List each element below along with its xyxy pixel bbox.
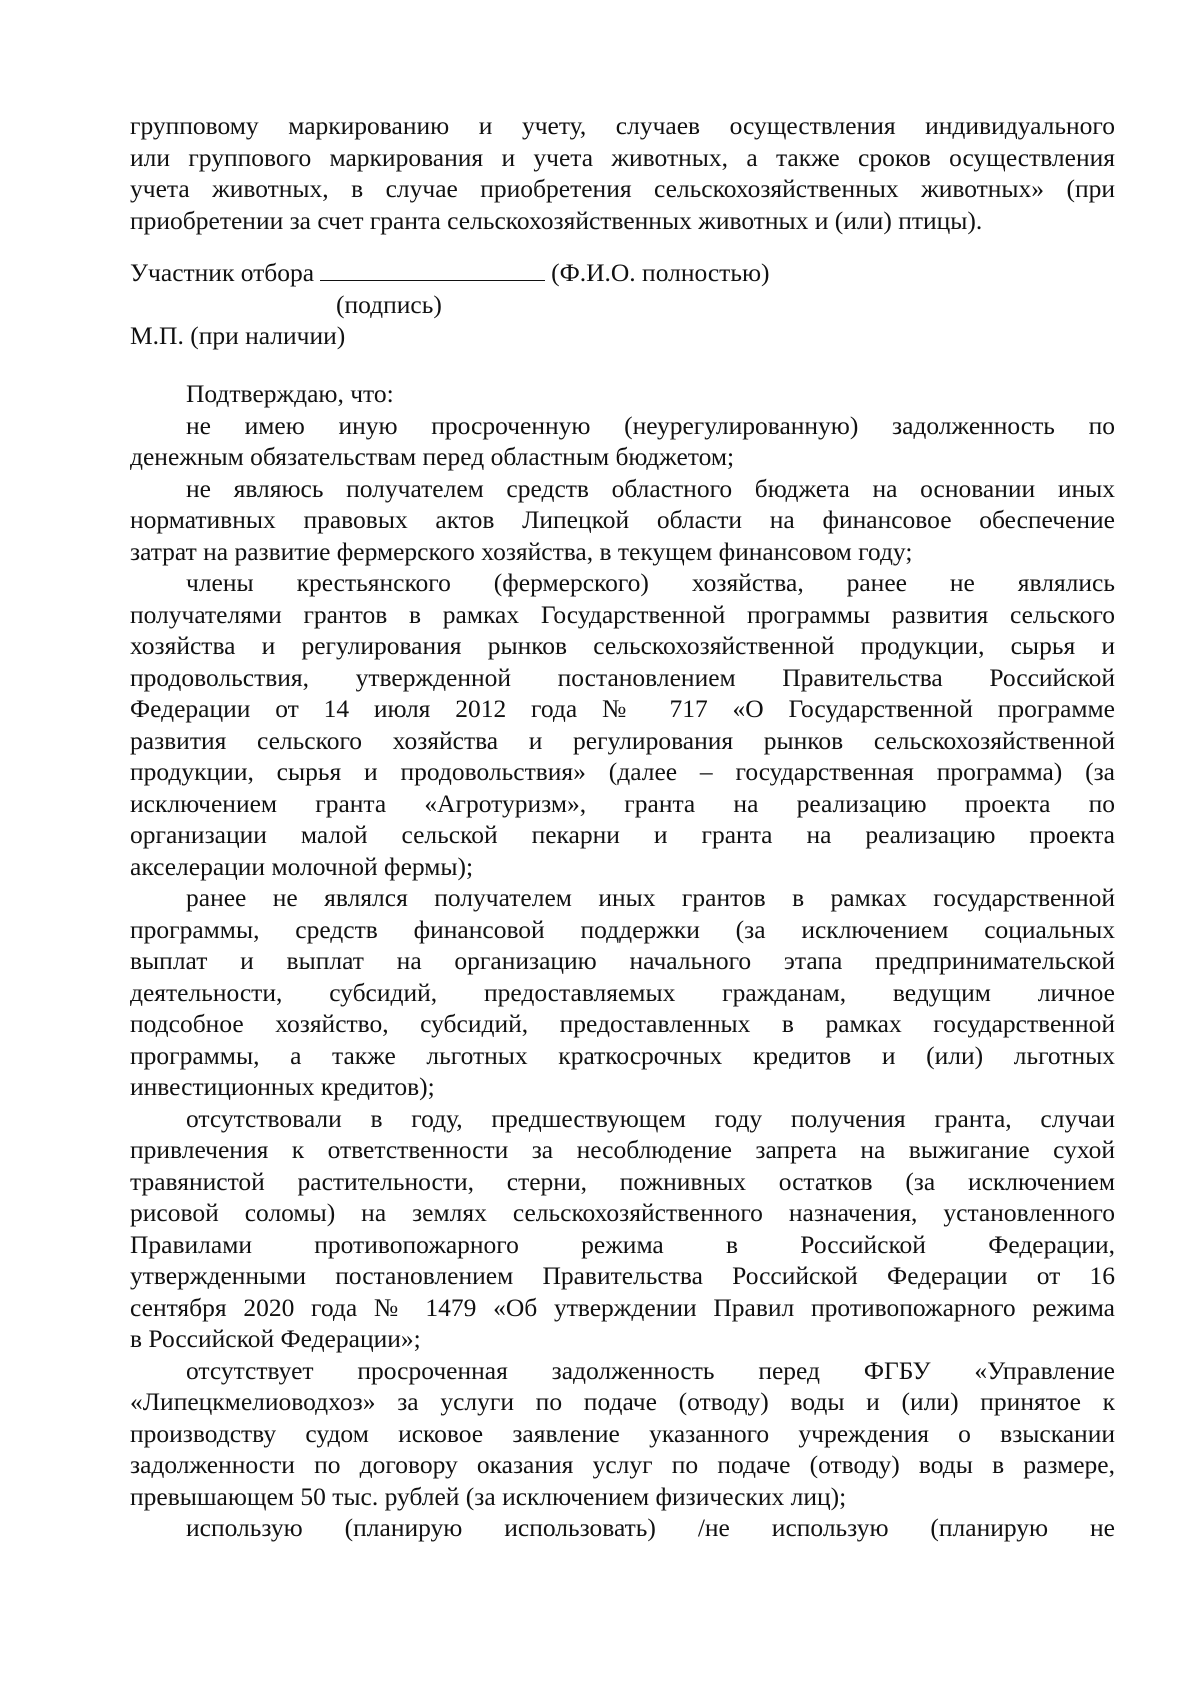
text-line: утвержденными постановлением Правительства Российской Федерации от 16 [130,1261,1115,1290]
text-line: организации малой сельской пекарни и гранта на реализацию проекта [130,820,1115,849]
text-line: приобретении за счет гранта сельскохозяйственных животных и (или) птицы). [130,205,983,235]
text-line: акселерации молочной фермы); [130,851,474,881]
signature-block [130,257,1115,352]
text-line: производству судом исковое заявление указанного учреждения о взыскании [130,1418,1115,1448]
text-line: продукции, сырья и продовольствия» (далее – государственная программа) (за [130,757,1115,786]
text-line: в Российской Федерации»; [130,1324,421,1353]
paragraph-first-line: не являюсь получателем средств областного бюджета на основании иных [186,473,1115,503]
participant-row [130,257,1115,289]
text-line: травянистой растительности, стерни, пожнивных остатков (за исключением [130,1166,1115,1196]
text-line: превышающем 50 тыс. рублей (за исключением физических лиц); [130,1481,847,1511]
stamp-label: М.П. (при наличии) [130,321,346,350]
paragraph-first-line: не имею иную просроченную (неурегулированную) задолженность по [186,410,1115,440]
fio-label: (Ф.И.О. полностью) [551,258,770,287]
paragraph-first-line: использую (планирую использовать) /не использую (планирую не [186,1513,1115,1542]
text-line: развития сельского хозяйства и регулирования рынков сельскохозяйственной [130,725,1115,755]
text-line: привлечения к ответственности за несоблюдение запрета на выжигание сухой [130,1135,1115,1164]
text-line: Федерации от 14 июля 2012 года № 717 «О Государственной программе [130,694,1115,723]
text-line: подсобное хозяйство, субсидий, предоставленных в рамках государственной [130,1009,1115,1038]
text-line: продовольствия, утвержденной постановлением Правительства Российской [130,662,1115,692]
text-line: деятельности, субсидий, предоставляемых гражданам, ведущим личное [130,977,1115,1007]
text-line: программы, средств финансовой поддержки (за исключением социальных [130,914,1115,944]
paragraph-first-line: ранее не являлся получателем иных грантов в рамках государственной [186,883,1115,912]
text-line: хозяйства и регулирования рынков сельскохозяйственной продукции, сырья и [130,631,1115,660]
text-line: инвестиционных кредитов); [130,1072,435,1101]
signature-caption: (подпись) [336,289,442,319]
text-line: сентября 2020 года № 1479 «Об утверждении Правил противопожарного режима [130,1292,1115,1322]
paragraph-first-line: отсутствовали в году, предшествующем году получения гранта, случаи [186,1103,1115,1133]
text-line: получателями грантов в рамках Государственной программы развития сельского [130,599,1115,629]
paragraph-first-line: члены крестьянского (фермерского) хозяйства, ранее не являлись [186,568,1115,597]
text-line: выплат и выплат на организацию начального этапа предпринимательской [130,946,1115,975]
text-line: рисовой соломы) на землях сельскохозяйственного назначения, установленного [130,1198,1115,1227]
text-line: или группового маркирования и учета животных, а также сроков осуществления [130,142,1115,172]
text-line: денежным обязательствам перед областным бюджетом; [130,442,735,471]
confirm-section [130,378,1115,1544]
intro-paragraph [130,110,1115,236]
text-line: учета животных, в случае приобретения сельскохозяйственных животных» (при [130,174,1115,203]
signature-line [320,258,545,281]
text-line: «Липецкмелиоводхоз» за услуги по подаче (отводу) воды и (или) принятое к [130,1387,1115,1416]
paragraph-first-line: отсутствует просроченная задолженность перед ФГБУ «Управление [186,1355,1115,1385]
text-line: исключением гранта «Агротуризм», гранта на реализацию проекта по [130,788,1115,818]
text-line: задолженности по договору оказания услуг по подаче (отводу) воды в размере, [130,1450,1115,1479]
confirm-heading: Подтверждаю, что: [186,379,394,408]
text-line: Правилами противопожарного режима в Российской Федерации, [130,1229,1115,1259]
text-line: нормативных правовых актов Липецкой области на финансовое обеспечение [130,505,1115,534]
text-line: затрат на развитие фермерского хозяйства, в текущем финансовом году; [130,536,913,566]
text-line: программы, а также льготных краткосрочных кредитов и (или) льготных [130,1040,1115,1070]
text-line: групповому маркированию и учету, случаев осуществления индивидуального [130,111,1115,140]
participant-label: Участник отбора [130,258,315,287]
